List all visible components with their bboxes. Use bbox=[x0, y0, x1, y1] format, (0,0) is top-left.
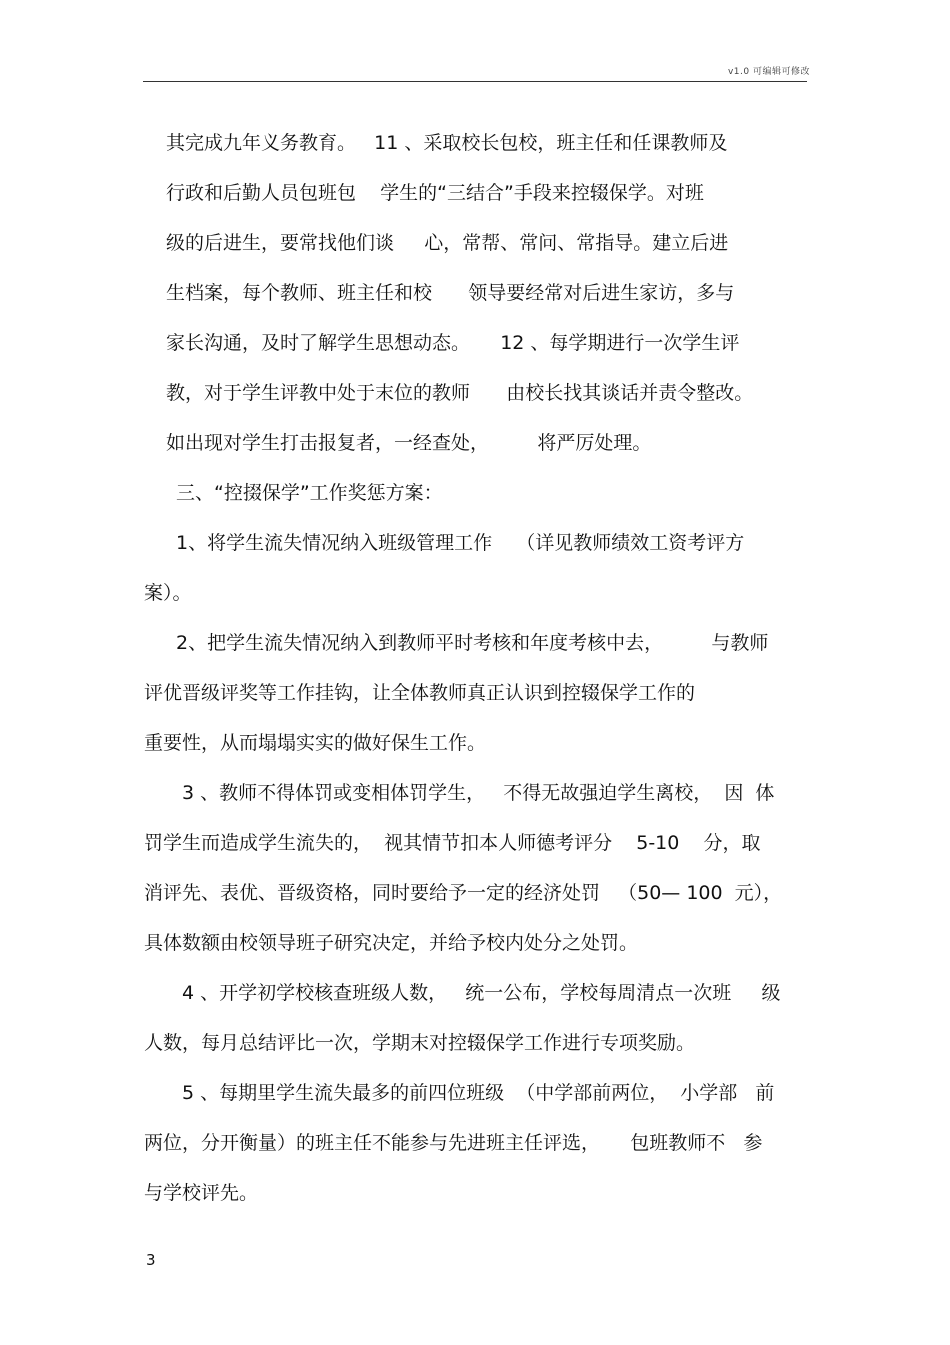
body-line: 两位，分开衡量）的班主任不能参与先进班主任评选， 包班教师不 参 bbox=[144, 1132, 763, 1154]
body-line: 生档案，每个教师、班主任和校 领导要经常对后进生家访，多与 bbox=[166, 282, 735, 304]
body-line: 罚学生而造成学生流失的， 视其情节扣本人师德考评分 5-10 分，取 bbox=[144, 832, 761, 854]
header-rule bbox=[143, 81, 807, 82]
body-line: 级的后进生，要常找他们谈 心，常帮、常问、常指导。建立后进 bbox=[166, 232, 729, 254]
body-line: 评优晋级评奖等工作挂钩，让全体教师真正认识到控辍保学工作的 bbox=[144, 682, 696, 704]
body-line: 2、把学生流失情况纳入到教师平时考核和年度考核中去， 与教师 bbox=[176, 632, 769, 654]
body-line: 教，对于学生评教中处于末位的教师 由校长找其谈话并责令整改。 bbox=[166, 382, 754, 404]
body-line: 具体数额由校领导班子研究决定，并给予校内处分之处罚。 bbox=[144, 932, 639, 954]
body-line: 消评先、表优、晋级资格，同时要给予一定的经济处罚 （50— 100 元）， bbox=[144, 882, 783, 904]
body-line: 人数，每月总结评比一次，学期末对控辍保学工作进行专项奖励。 bbox=[144, 1032, 696, 1054]
body-line: 4 、开学初学校核查班级人数， 统一公布，学校每周清点一次班 级 bbox=[182, 982, 781, 1004]
body-line: 行政和后勤人员包班包 学生的“三结合”手段来控辍保学。对班 bbox=[166, 182, 704, 204]
body-line: 5 、每期里学生流失最多的前四位班级 （中学部前两位， 小学部 前 bbox=[182, 1082, 775, 1104]
section-heading: 三、“控掇保学”工作奖惩方案： bbox=[176, 482, 443, 504]
version-tag: v1.0 可编辑可修改 bbox=[727, 67, 810, 77]
body-line: 其完成九年义务教育。 11 、采取校长包校，班主任和任课教师及 bbox=[166, 132, 728, 154]
body-line: 重要性，从而塌塌实实的做好保生工作。 bbox=[144, 732, 487, 754]
page-number: 3 bbox=[146, 1251, 156, 1269]
body-line: 1、将学生流失情况纳入班级管理工作 （详见教师绩效工资考评方 bbox=[176, 532, 745, 554]
body-line: 3 、教师不得体罚或变相体罚学生， 不得无故强迫学生离校， 因 体 bbox=[182, 782, 775, 804]
body-line: 如出现对学生打击报复者，一经查处， 将严厉处理。 bbox=[166, 432, 652, 454]
body-line: 家长沟通，及时了解学生思想动态。 12 、每学期进行一次学生评 bbox=[166, 332, 740, 354]
body-line: 与学校评先。 bbox=[144, 1182, 259, 1204]
body-line: 案）。 bbox=[144, 582, 192, 604]
